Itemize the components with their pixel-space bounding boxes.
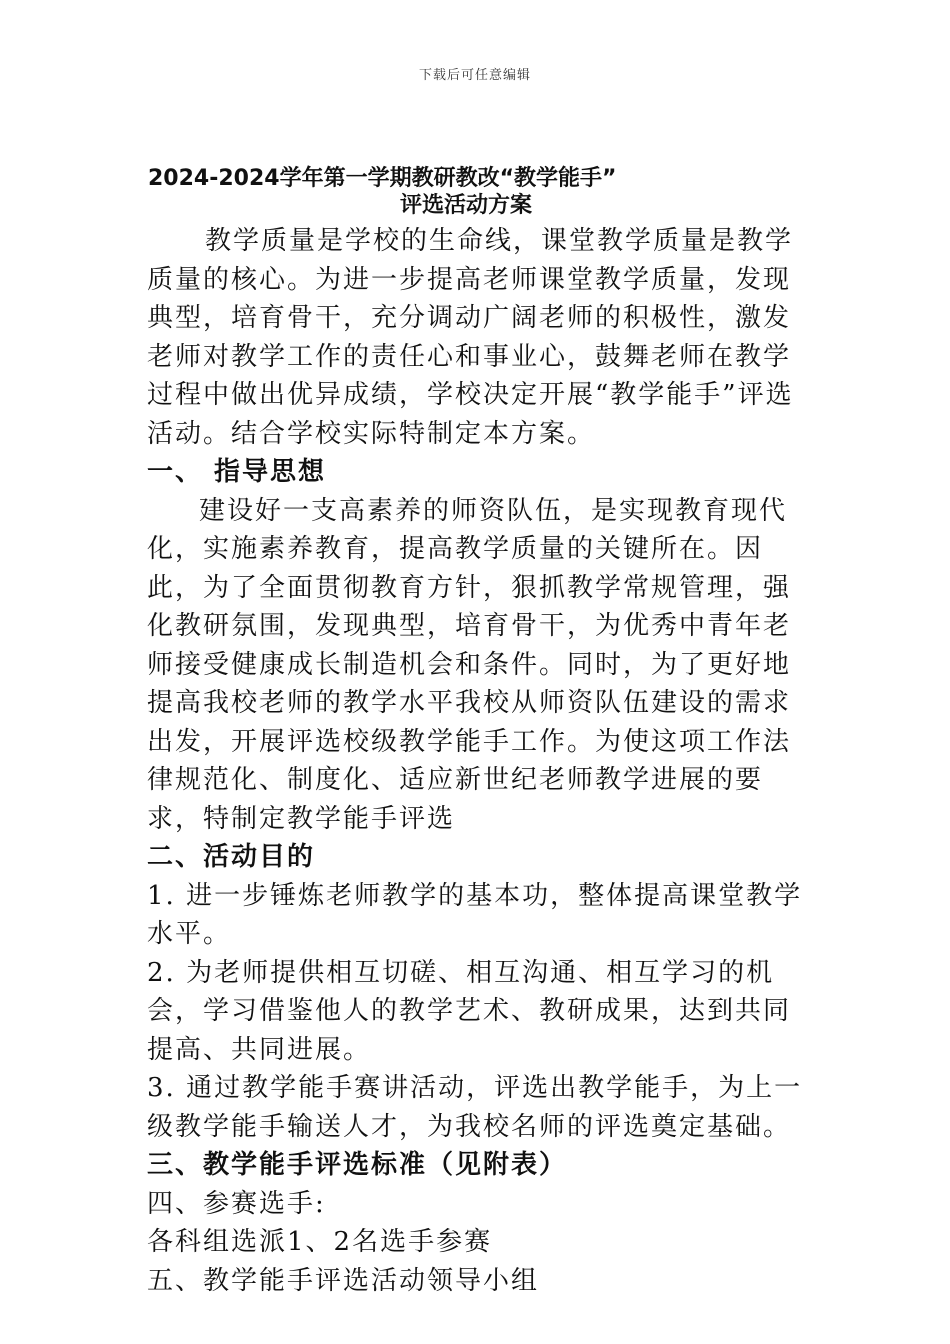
- section4-heading: 四、参赛选手:: [147, 1188, 326, 1219]
- section2-item-3: 3. 通过教学能手赛讲活动，评选出教学能手，为上一级教学能手输送人才，为我校名师的评选奠定基础。: [147, 1073, 803, 1142]
- section2-item-2: 2. 为老师提供相互切磋、相互沟通、相互学习的机会，学习借鉴他人的教学艺术、教研成果，达到共同提高、共同进展。: [147, 957, 792, 1065]
- document-title-line2: 评选活动方案: [400, 193, 533, 218]
- section4-paragraph: 各科组选派1、2名选手参赛: [147, 1227, 493, 1257]
- section1-paragraph: 建设好一支高素养的师资队伍，是实现教育现代化，实施素养教育，提高教学质量的关键所在。因此，为了全面贯彻教育方针，狠抓教学常规管理，强化教研氛围，发现典型，培育骨干，为优秀中青年老师接受健康成长制造机会和条件。同时，为了更好地提高我校老师的教学水平我校从师资队伍建设的需求出发，开展评选校级教学能手工作。为使这项工作法律规范化、制度化、适应新世纪老师教学进展的要求，特制定教学能手评选: [147, 495, 792, 834]
- document-body: [147, 222, 807, 1300]
- header-note: 下载后可任意编辑: [418, 68, 531, 83]
- section3-heading: 三、教学能手评选标准（见附表）: [147, 1150, 568, 1180]
- intro-paragraph: 教学质量是学校的生命线，课堂教学质量是教学质量的核心。为进一步提高老师课堂教学质量，发现典型，培育骨干，充分调动广阔老师的积极性，激发老师对教学工作的责任心和事业心，鼓舞老师在教学过程中做出优异成绩，学校决定开展“教学能手”评选活动。结合学校实际特制定本方案。: [147, 226, 794, 449]
- document-title-line1: 2024-2024学年第一学期教研教改“教学能手”: [148, 166, 617, 191]
- section5-heading: 五、教学能手评选活动领导小组: [147, 1265, 540, 1296]
- section2-item-1: 1. 进一步锤炼老师教学的基本功，整体提高课堂教学水平。: [147, 880, 803, 949]
- section2-heading: 二、活动目的: [147, 842, 316, 872]
- section1-heading: 一、 指导思想: [147, 457, 327, 487]
